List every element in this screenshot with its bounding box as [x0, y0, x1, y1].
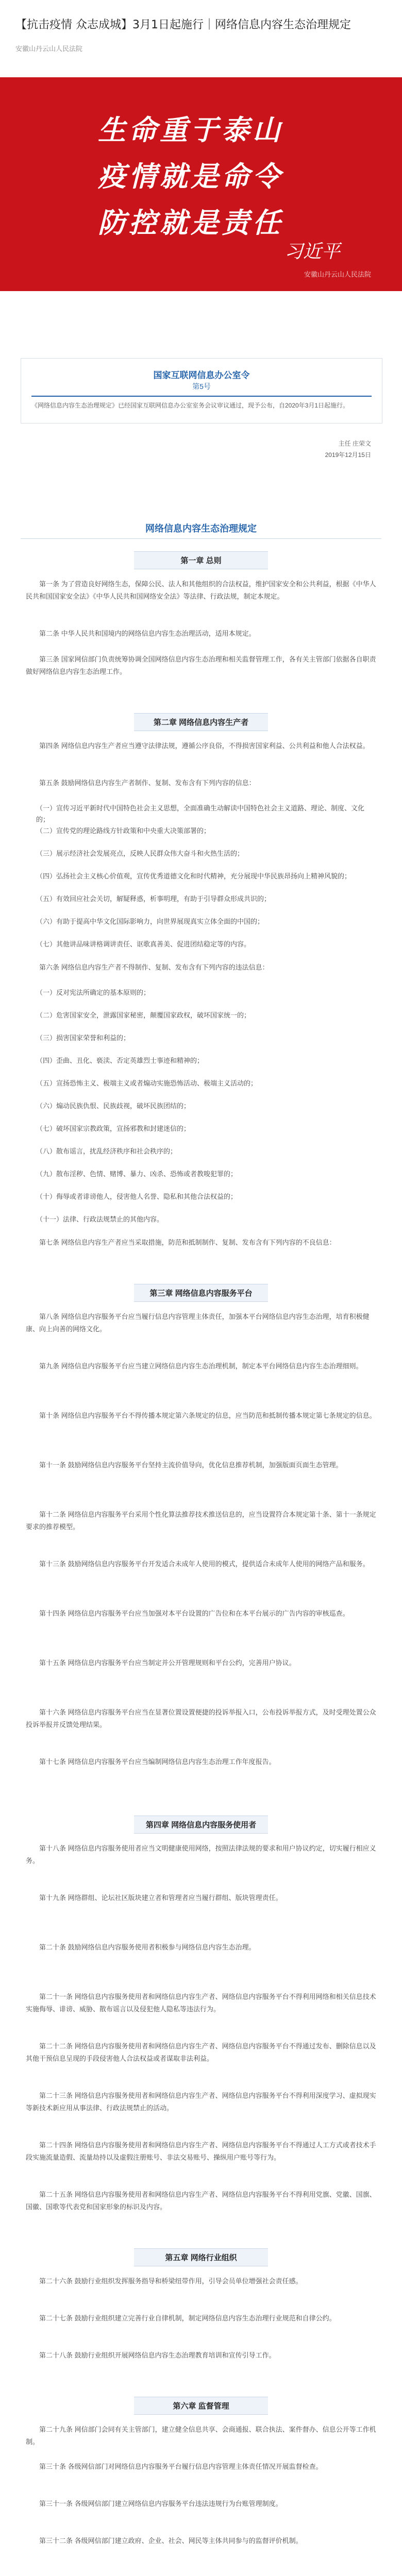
article-paragraph: 第三条 国家网信部门负责统筹协调全国网络信息内容生态治理和相关监督管理工作，各有关主管部门依据各自职责做好网络信息内容生态治理工作。	[26, 655, 376, 675]
article-paragraph: 第五条 鼓励网络信息内容生产者制作、复制、发布含有下列内容的信息：	[39, 779, 256, 787]
decree-header-box	[21, 358, 382, 423]
list-item: （一）反对宪法所确定的基本原则的；	[36, 989, 150, 996]
article-paragraph: 第三十一条 各级网信部门建立网络信息内容服务平台违法违规行为台账管理制度。	[39, 2500, 282, 2507]
decree-divider	[31, 396, 372, 397]
article-paragraph: 第二十五条 网络信息内容服务使用者和网络信息内容生产者、网络信息内容服务平台不得利用党旗、党徽、国旗、国徽、国歌等代表党和国家形象的标识及内容。	[26, 2191, 376, 2211]
banner-signature: 习近平	[284, 241, 340, 262]
list-item: （四）弘扬社会主义核心价值观，宣传优秀道德文化和时代精神，充分展现中华民族昂扬向上精神风貌的；	[36, 872, 351, 880]
list-item: （五）有效回应社会关切，解疑释惑，析事明理，有助于引导群众形成共识的；	[36, 895, 271, 903]
article-paragraph: 第十七条 网络信息内容服务平台应当编制网络信息内容生态治理工作年度报告。	[39, 1758, 276, 1766]
article-paragraph: 第二十条 鼓励网络信息内容服务使用者积极参与网络信息内容生态治理。	[39, 1943, 256, 1951]
decree-signature-block	[278, 438, 371, 461]
article-paragraph: 第二十九条 网信部门会同有关主管部门，建立健全信息共享、会商通报、联合执法、案件督办、信息公开等工作机制。	[26, 2426, 376, 2446]
list-item: （三）损害国家荣誉和利益的；	[36, 1034, 130, 1042]
document-divider	[21, 538, 381, 539]
article-paragraph: 第十五条 网络信息内容服务平台应当制定并公开管理规则和平台公约，完善用户协议。	[39, 1659, 296, 1667]
banner-line-3: 防控就是责任	[98, 207, 283, 239]
list-item: （十一）法律、行政法规禁止的其他内容。	[36, 1215, 164, 1223]
list-item: （六）有助于提高中华文化国际影响力，向世界展现真实立体全面的中国的；	[36, 918, 264, 925]
document-title: 网络信息内容生态治理规定	[145, 523, 257, 534]
decree-signer: 主任 庄荣文	[338, 440, 371, 447]
chapter-heading: 第三章 网络信息内容服务平台	[134, 1284, 268, 1302]
decree-title: 国家互联网信息办公室令	[153, 370, 250, 380]
article-paragraph: 第十条 网络信息内容服务平台不得传播本规定第六条规定的信息，应当防范和抵制传播本规定第七条规定的信息。	[39, 1412, 376, 1419]
article-paragraph: 第十二条 网络信息内容服务平台采用个性化算法推荐技术推送信息的，应当设置符合本规定第十条、第十一条规定要求的推荐模型。	[26, 1511, 376, 1531]
article-paragraph: 第二十七条 鼓励行业组织建立完善行业自律机制，制定网络信息内容生态治理行业规范和自律公约。	[39, 2314, 336, 2322]
chapter-heading: 第五章 网络行业组织	[134, 2248, 268, 2266]
article-paragraph: 第二十八条 鼓励行业组织开展网络信息内容生态治理教育培训和宣传引导工作。	[39, 2351, 276, 2359]
slogan-banner	[0, 77, 402, 291]
article-paragraph: 第十六条 网络信息内容服务平台应当在显著位置设置便捷的投诉举报入口，公布投诉举报方式，及时受理处置公众投诉举报并反馈处理结果。	[26, 1708, 376, 1728]
article-paragraph: 第八条 网络信息内容服务平台应当履行信息内容管理主体责任，加强本平台网络信息内容生态治理，培育积极健康、向上向善的网络文化。	[26, 1313, 370, 1333]
article-title: 【抗击疫情 众志成城】3月1日起施行｜网络信息内容生态治理规定	[15, 19, 351, 31]
list-item: （八）散布谣言，扰乱经济秩序和社会秩序的；	[36, 1147, 177, 1155]
article-paragraph: 第九条 网络信息内容服务平台应当建立网络信息内容生态治理机制，制定本平台网络信息内容生态治理细则。	[39, 1362, 363, 1370]
list-item: （十）侮辱或者诽谤他人，侵害他人名誉、隐私和其他合法权益的；	[36, 1193, 238, 1200]
article-paragraph: 第六条 网络信息内容生产者不得制作、复制、发布含有下列内容的违法信息：	[39, 963, 269, 971]
article-paragraph: 第十八条 网络信息内容服务使用者应当文明健康使用网络，按照法律法规的要求和用户协议约定，切实履行相应义务。	[26, 1844, 376, 1865]
article-paragraph: 第四条 网络信息内容生产者应当遵守法律法规，遵循公序良俗，不得损害国家利益、公共利益和他人合法权益。	[39, 742, 370, 750]
article-paragraph: 第二十一条 网络信息内容服务使用者和网络信息内容生产者、网络信息内容服务平台不得利用网络和相关信息技术实施侮辱、诽谤、威胁、散布谣言以及侵犯他人隐私等违法行为。	[26, 1993, 376, 2013]
banner-watermark: 安徽山丹云山人民法院	[304, 270, 371, 278]
article-paragraph: 第十四条 网络信息内容服务平台应当加强对本平台设置的广告位和在本平台展示的广告内容的审核巡查。	[39, 1609, 349, 1617]
list-item: （一）宣传习近平新时代中国特色社会主义思想，全面准确生动解读中国特色社会主义道路、理论、制度、文化的；	[36, 804, 365, 823]
decree-number: 第5号	[192, 382, 211, 391]
list-item: （二）危害国家安全，泄露国家秘密，颠覆国家政权，破坏国家统一的；	[36, 1011, 251, 1019]
list-item: （三）展示经济社会发展亮点，反映人民群众伟大奋斗和火热生活的；	[36, 850, 244, 857]
list-item: （四）歪曲、丑化、亵渎、否定英雄烈士事迹和精神的；	[36, 1057, 204, 1064]
chapter-heading: 第一章 总则	[134, 551, 268, 569]
article-paragraph: 第十一条 鼓励网络信息内容服务平台坚持主流价值导向，优化信息推荐机制，加强版面页面生态管理。	[39, 1461, 343, 1469]
list-item: （七）其他讲品味讲格调讲责任、讴歌真善美、促进团结稳定等的内容。	[36, 940, 251, 948]
article-paragraph: 第二十三条 网络信息内容服务使用者和网络信息内容生产者、网络信息内容服务平台不得利用深度学习、虚拟现实等新技术新应用从事法律、行政法规禁止的活动。	[26, 2092, 376, 2112]
article-paragraph: 第二十六条 鼓励行业组织发挥服务指导和桥梁纽带作用，引导会员单位增强社会责任感。	[39, 2277, 303, 2285]
article-paragraph: 第二十二条 网络信息内容服务使用者和网络信息内容生产者、网络信息内容服务平台不得通过发布、删除信息以及其他干预信息呈现的手段侵害他人合法权益或者谋取非法利益。	[26, 2042, 376, 2062]
article-paragraph: 第七条 网络信息内容生产者应当采取措施，防范和抵制制作、复制、发布含有下列内容的不良信息：	[39, 1239, 336, 1246]
chapter-heading: 第二章 网络信息内容生产者	[134, 713, 268, 731]
article-paragraph: 第十三条 鼓励网络信息内容服务平台开发适合未成年人使用的模式，提供适合未成年人使用的网络产品和服务。	[39, 1560, 370, 1568]
list-item: （五）宣扬恐怖主义、极端主义或者煽动实施恐怖活动、极端主义活动的；	[36, 1079, 258, 1087]
decree-date: 2019年12月15日	[325, 451, 371, 459]
article-paragraph: 第二十四条 网络信息内容服务使用者和网络信息内容生产者、网络信息内容服务平台不得通过人工方式或者技术手段实施流量造假、流量劫持以及虚假注册账号、非法交易账号、操纵用户账号等行为。	[26, 2141, 376, 2161]
banner-line-1: 生命重于泰山	[98, 114, 283, 146]
article-paragraph: 第三十条 各级网信部门对网络信息内容服务平台履行信息内容管理主体责任情况开展监督检查。	[39, 2463, 323, 2470]
article-paragraph: 第三十二条 各级网信部门建立政府、企业、社会、网民等主体共同参与的监督评价机制。	[39, 2537, 303, 2545]
decree-intro: 《网络信息内容生态治理规定》已经国家互联网信息办公室室务会议审议通过，现予公布，自2020年3月1日起施行。	[31, 402, 349, 409]
chapter-heading: 第四章 网络信息内容服务使用者	[134, 1816, 268, 1834]
article-paragraph: 第十九条 网络群组、论坛社区版块建立者和管理者应当履行群组、版块管理责任。	[39, 1894, 282, 1902]
list-item: （六）煽动民族仇恨、民族歧视，破坏民族团结的；	[36, 1102, 191, 1110]
article-paragraph: 第一条 为了营造良好网络生态，保障公民、法人和其他组织的合法权益，维护国家安全和公共利益，根据《中华人民共和国国家安全法》《中华人民共和国网络安全法》等法律、行政法规，制定本规定。	[26, 580, 376, 600]
banner-line-2: 疫情就是命令	[98, 160, 283, 193]
list-item: （九）散布淫秽、色情、赌博、暴力、凶杀、恐怖或者教唆犯罪的；	[36, 1170, 238, 1178]
list-item: （七）破坏国家宗教政策，宣扬邪教和封建迷信的；	[36, 1125, 191, 1132]
chapter-heading: 第六章 监督管理	[134, 2397, 268, 2415]
list-item: （二）宣传党的理论路线方针政策和中央重大决策部署的；	[36, 827, 211, 835]
article-paragraph: 第二条 中华人民共和国境内的网络信息内容生态治理活动，适用本规定。	[39, 630, 256, 637]
article-source[interactable]: 安徽山丹云山人民法院	[15, 45, 83, 53]
